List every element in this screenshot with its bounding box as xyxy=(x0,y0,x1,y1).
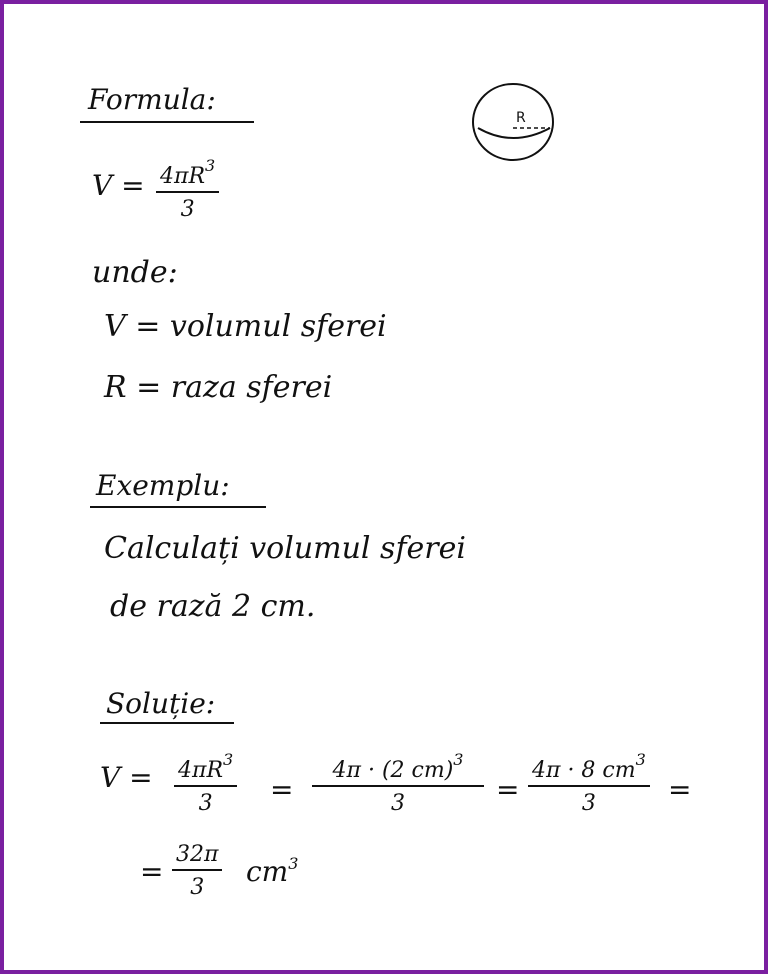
example-heading-underline xyxy=(90,506,266,508)
sphere-diagram xyxy=(470,78,560,168)
solution-f3-numerator: 4π · 8 cm xyxy=(532,758,636,783)
example-line-2: de rază 2 cm. xyxy=(110,589,316,624)
solution-f1-numerator: 4πR xyxy=(178,758,224,783)
solution-f3-exponent: 3 xyxy=(635,750,646,769)
definitions-heading: unde: xyxy=(92,255,178,290)
definition-volume: V = volumul sferei xyxy=(104,309,387,344)
solution-heading: Soluție: xyxy=(106,687,216,720)
formula-exponent: 3 xyxy=(205,156,216,175)
solution-equals-1: = xyxy=(270,773,294,806)
result-exponent: 3 xyxy=(288,854,299,873)
solution-lhs: V = xyxy=(100,761,153,794)
sphere-outline xyxy=(473,84,553,160)
result-numerator: 32π xyxy=(176,842,219,867)
formula-heading-underline xyxy=(80,121,254,123)
result-unit-text: cm xyxy=(246,855,289,888)
solution-fraction-3 xyxy=(528,752,650,815)
formula-lhs: V = xyxy=(92,169,145,202)
formula-heading: Formula: xyxy=(88,83,216,116)
result-denominator: 3 xyxy=(190,875,205,900)
formula-denominator: 3 xyxy=(180,197,195,222)
result-fraction xyxy=(172,844,222,899)
solution-fraction-2 xyxy=(312,752,484,815)
solution-f2-exponent: 3 xyxy=(453,750,464,769)
result-unit xyxy=(246,856,298,886)
solution-heading-underline xyxy=(100,722,234,724)
solution-f2-denominator: 3 xyxy=(391,791,405,816)
solution-fraction-1 xyxy=(174,752,237,815)
result-equals: = xyxy=(140,855,164,888)
solution-f1-denominator: 3 xyxy=(198,791,213,816)
formula-numerator: 4πR xyxy=(160,164,206,189)
sphere-radius-label: R xyxy=(516,110,526,126)
solution-f2-numerator: 4π · (2 cm) xyxy=(332,758,454,783)
sphere-equator xyxy=(478,128,550,138)
example-line-1: Calculați volumul sferei xyxy=(104,531,466,566)
solution-f3-denominator: 3 xyxy=(581,791,596,816)
solution-equals-2: = xyxy=(496,773,520,806)
solution-equals-3: = xyxy=(668,773,692,806)
definition-radius: R = raza sferei xyxy=(104,370,333,405)
solution-f1-exponent: 3 xyxy=(223,750,234,769)
formula-fraction xyxy=(156,158,219,221)
example-heading: Exemplu: xyxy=(96,469,230,502)
